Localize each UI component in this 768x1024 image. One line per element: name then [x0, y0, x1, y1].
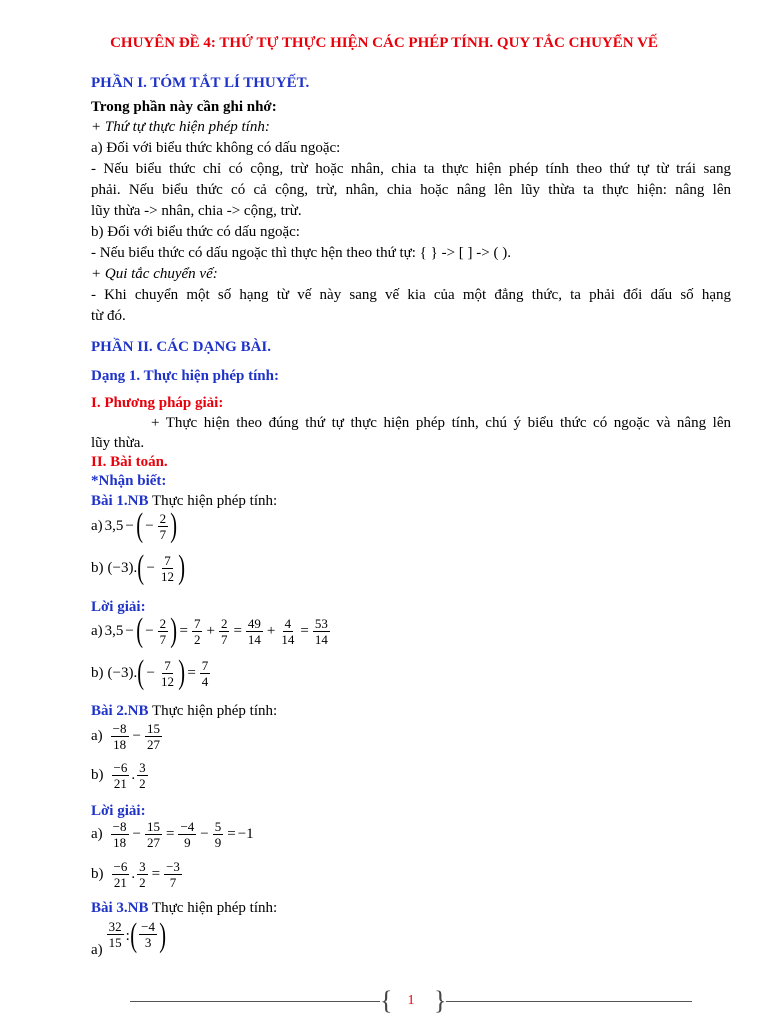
- bai1-solution-b: b) (−3) . ( − $\frac{7}{12}$ ) = $\frac{7}{4}$: [91, 654, 209, 691]
- bai1-label: Bài 1.NB: [91, 493, 149, 509]
- bai3-label: Bài 3.NB: [91, 900, 149, 916]
- recognize-label: *Nhận biết:: [91, 473, 167, 489]
- bai1-solution-a: a) 3,5 − ( − $\frac{2}{7}$ ) = $\frac{7}{2}$ + $\frac{2}{7}$ = $\frac{49}{14}$ + $\frac{4}{14}$ = $\frac{53}{14}$: [91, 612, 328, 649]
- order-title: + Thứ tự thực hiện phép tính:: [91, 119, 270, 135]
- bai2-header: [91, 701, 731, 721]
- bai2-expr-b: b) $\frac{-6}{21}$ . $\frac{3}{2}$: [91, 760, 146, 791]
- case-a-text-1: - Nếu biểu thức chỉ có cộng, trừ hoặc nhân, chia ta thực hiện phép tính theo thứ tự từ trái sang: [91, 161, 731, 177]
- document-title: CHUYÊN ĐỀ 4: THỨ TỰ THỰC HIỆN CÁC PHÉP TÍNH. QUY TẮC CHUYỂN VẾ: [110, 35, 658, 51]
- case-b-title: b) Đối với biểu thức có dấu ngoặc:: [91, 224, 300, 240]
- fraction: $\frac{7}{12}$: [161, 552, 174, 584]
- part2-heading: PHẦN II. CÁC DẠNG BÀI.: [91, 339, 272, 355]
- bai2-expr-a: a) $\frac{-8}{18}$ − $\frac{15}{27}$: [91, 721, 160, 752]
- footer-brace-left: {: [380, 986, 393, 1015]
- part1-heading: PHẦN I. TÓM TẮT LÍ THUYẾT.: [91, 75, 310, 91]
- bai1-task: Thực hiện phép tính:: [152, 493, 278, 509]
- bai2-solution-b: b) $\frac{-6}{21}$ . $\frac{3}{2}$ = $\frac{-3}{7}$: [91, 859, 180, 890]
- case-a-text-2: phải. Nếu biểu thức có cả cộng, trừ, nhân, chia hoặc nâng lên lũy thừa ta thực hiện: nâng lên: [91, 182, 731, 198]
- bai2-task: Thực hiện phép tính:: [152, 703, 278, 719]
- method-heading: I. Phương pháp giải:: [91, 395, 224, 411]
- bai3-expr-a: a) $\frac{32}{15}$ : ( $\frac{-4}{3}$ ): [91, 917, 167, 958]
- problems-heading: II. Bài toán.: [91, 454, 168, 470]
- footer-rule-left: [130, 1001, 380, 1002]
- page-number: 1: [407, 993, 415, 1008]
- bai2-label: Bài 2.NB: [91, 703, 149, 719]
- bai1-expr-b: b) (−3) . ( − $\frac{7}{12}$ ): [91, 549, 186, 586]
- case-a-title: a) Đối với biểu thức không có dấu ngoặc:: [91, 140, 341, 156]
- method-text-2: lũy thừa.: [91, 435, 145, 451]
- case-a-text-3: lũy thừa -> nhân, chia -> cộng, trừ.: [91, 203, 302, 219]
- bai3-header: [91, 898, 731, 918]
- case-b-text: - Nếu biểu thức có dấu ngoặc thì thực hện theo thứ tự: { } -> [ ] -> ( ).: [91, 245, 511, 261]
- rule-title: + Qui tắc chuyển vế:: [91, 266, 218, 282]
- bai2-solution-a: a) $\frac{-8}{18}$ − $\frac{15}{27}$ = $\frac{-4}{9}$ − $\frac{5}{9}$ = −1: [91, 819, 254, 850]
- bai1-solution-label: Lời giải:: [91, 599, 146, 615]
- bai2-solution-label: Lời giải:: [91, 803, 146, 819]
- footer-brace-right: }: [434, 986, 447, 1015]
- method-text-1: + Thực hiện theo đúng thứ tự thực hiện phép tính, chú ý biểu thức có ngoặc và nâng lên: [151, 415, 731, 431]
- note-text: Trong phần này cần ghi nhớ:: [91, 99, 277, 115]
- bai1-expr-a: a) 3,5 − ( − $\frac{2}{7}$ ): [91, 507, 178, 544]
- bai3-task: Thực hiện phép tính:: [152, 900, 278, 916]
- bai1-header: [91, 491, 731, 511]
- rule-text-2: từ đó.: [91, 308, 126, 324]
- footer-rule-right: [446, 1001, 692, 1002]
- fraction: $\frac{2}{7}$: [159, 510, 167, 542]
- type1-heading: Dạng 1. Thực hiện phép tính:: [91, 368, 279, 384]
- rule-text-1: - Khi chuyển một số hạng từ vế này sang vế kia của một đẳng thức, ta phải đổi dấu số hạng: [91, 287, 731, 303]
